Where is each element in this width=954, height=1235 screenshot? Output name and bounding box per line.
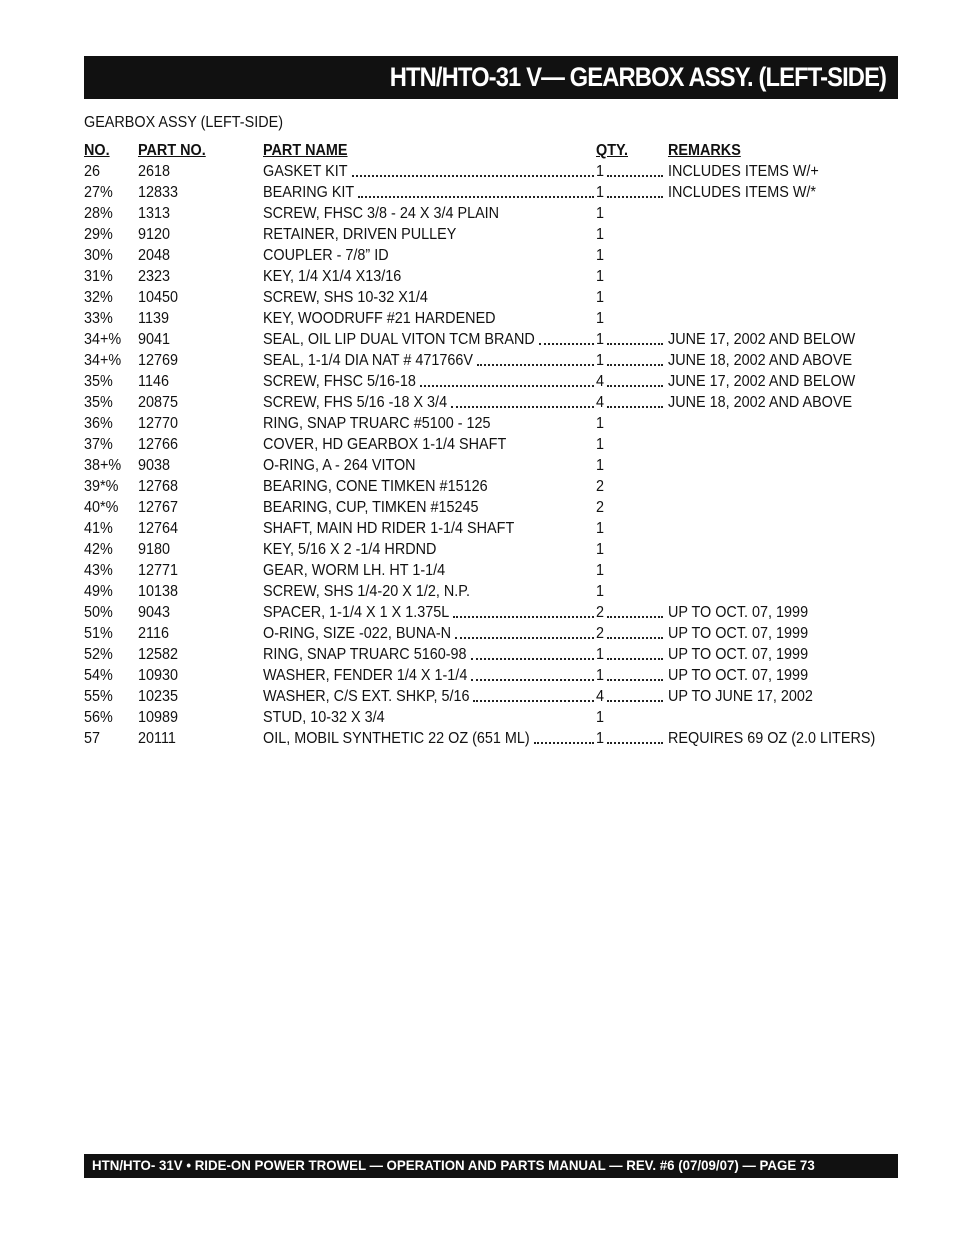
table-row (84, 161, 898, 182)
part-qty: 1 (596, 730, 605, 747)
part-qty: 1 (596, 709, 605, 726)
part-number: 2116 (138, 625, 169, 642)
part-number-index: 28% (84, 205, 113, 222)
part-number: 10930 (138, 667, 179, 684)
dot-leader (420, 371, 594, 392)
part-name: STUD, 10-32 X 3/4 (263, 709, 385, 726)
part-number-index: 42% (84, 541, 113, 558)
part-name: SCREW, FHS 5/16 -18 X 3/4 (263, 394, 448, 411)
part-qty: 1 (596, 184, 605, 201)
table-row (84, 455, 898, 476)
part-number-index: 32% (84, 289, 113, 306)
part-number-index: 34+% (84, 352, 122, 369)
part-name: SEAL, OIL LIP DUAL VITON TCM BRAND (263, 331, 535, 348)
table-row (84, 623, 898, 644)
part-remarks: UP TO OCT. 07, 1999 (668, 667, 809, 684)
table-row (84, 245, 898, 266)
part-qty: 1 (596, 268, 605, 285)
part-number: 12771 (138, 562, 179, 579)
part-name: BEARING KIT (263, 184, 355, 201)
part-number-index: 43% (84, 562, 113, 579)
part-number: 9043 (138, 604, 171, 621)
dot-leader (607, 161, 663, 182)
part-number: 10235 (138, 688, 179, 705)
part-name: KEY, 5/16 X 2 -1/4 HRDND (263, 541, 437, 558)
part-remarks: JUNE 17, 2002 AND BELOW (668, 331, 856, 348)
dot-leader (607, 350, 663, 371)
part-name: SCREW, FHSC 5/16-18 (263, 373, 416, 390)
part-qty: 1 (596, 436, 605, 453)
table-row (84, 560, 898, 581)
part-number-index: 54% (84, 667, 113, 684)
part-name: COVER, HD GEARBOX 1-1/4 SHAFT (263, 436, 507, 453)
part-number: 10989 (138, 709, 179, 726)
part-remarks: INCLUDES ITEMS W/+ (668, 163, 819, 180)
column-header-part-no: PART NO. (138, 142, 206, 159)
part-name: SHAFT, MAIN HD RIDER 1-1/4 SHAFT (263, 520, 515, 537)
part-number-index: 34+% (84, 331, 122, 348)
part-number-index: 57 (84, 730, 101, 747)
part-number: 12768 (138, 478, 179, 495)
section-subtitle: GEARBOX ASSY (LEFT-SIDE) (84, 114, 283, 131)
part-name: OIL, MOBIL SYNTHETIC 22 OZ (651 ML) (263, 730, 530, 747)
part-qty: 1 (596, 289, 605, 306)
dot-leader (607, 602, 663, 623)
part-number-index: 52% (84, 646, 113, 663)
part-number-index: 56% (84, 709, 113, 726)
part-number: 9038 (138, 457, 171, 474)
part-qty: 1 (596, 562, 605, 579)
part-name: SPACER, 1-1/4 X 1 X 1.375L (263, 604, 450, 621)
part-qty: 4 (596, 373, 605, 390)
table-row (84, 476, 898, 497)
dot-leader (607, 329, 663, 350)
part-number-index: 33% (84, 310, 113, 327)
part-qty: 1 (596, 163, 605, 180)
part-number: 1146 (138, 373, 169, 390)
part-qty: 1 (596, 541, 605, 558)
part-qty: 1 (596, 352, 605, 369)
part-number-index: 35% (84, 373, 113, 390)
part-number-index: 38+% (84, 457, 122, 474)
part-number-index: 41% (84, 520, 113, 537)
part-number: 12767 (138, 499, 179, 516)
table-row (84, 224, 898, 245)
part-remarks: UP TO OCT. 07, 1999 (668, 625, 809, 642)
table-row (84, 644, 898, 665)
parts-table (84, 140, 898, 749)
table-row (84, 707, 898, 728)
dot-leader (453, 602, 594, 623)
part-number: 2618 (138, 163, 171, 180)
dot-leader (471, 665, 594, 686)
part-number-index: 50% (84, 604, 113, 621)
table-header-row (84, 140, 898, 161)
dot-leader (607, 665, 663, 686)
dot-leader (455, 623, 594, 644)
part-number-index: 26 (84, 163, 101, 180)
dot-leader (607, 392, 663, 413)
part-number: 12766 (138, 436, 179, 453)
dot-leader (539, 329, 594, 350)
dot-leader (471, 644, 594, 665)
table-row (84, 287, 898, 308)
dot-leader (352, 161, 594, 182)
part-number-index: 37% (84, 436, 113, 453)
part-name: RETAINER, DRIVEN PULLEY (263, 226, 457, 243)
table-row (84, 182, 898, 203)
part-remarks: JUNE 18, 2002 AND ABOVE (668, 394, 853, 411)
part-name: O-RING, SIZE -022, BUNA-N (263, 625, 452, 642)
part-qty: 2 (596, 478, 605, 495)
part-qty: 2 (596, 604, 605, 621)
table-row (84, 413, 898, 434)
part-qty: 1 (596, 205, 605, 222)
part-name: SCREW, SHS 1/4-20 X 1/2, N.P. (263, 583, 471, 600)
part-remarks: JUNE 18, 2002 AND ABOVE (668, 352, 853, 369)
part-number-index: 51% (84, 625, 113, 642)
part-number: 1313 (138, 205, 171, 222)
column-header-no: NO. (84, 142, 110, 159)
part-name: BEARING, CONE TIMKEN #15126 (263, 478, 488, 495)
part-number-index: 39*% (84, 478, 119, 495)
part-number: 12770 (138, 415, 179, 432)
table-row (84, 497, 898, 518)
part-number: 2323 (138, 268, 171, 285)
table-row (84, 581, 898, 602)
dot-leader (607, 686, 663, 707)
part-name: COUPLER - 7/8” ID (263, 247, 389, 264)
page-title-bar (84, 56, 898, 99)
part-number: 2048 (138, 247, 171, 264)
dot-leader (607, 623, 663, 644)
page-footer-bar (84, 1154, 898, 1178)
column-header-part-name: PART NAME (263, 142, 348, 159)
part-qty: 1 (596, 583, 605, 600)
part-number: 12769 (138, 352, 179, 369)
dot-leader (607, 728, 663, 749)
column-header-qty: QTY. (596, 142, 629, 159)
part-name: KEY, WOODRUFF #21 HARDENED (263, 310, 496, 327)
table-row (84, 539, 898, 560)
part-name: O-RING, A - 264 VITON (263, 457, 416, 474)
dot-leader (607, 371, 663, 392)
table-row (84, 308, 898, 329)
part-number: 9180 (138, 541, 171, 558)
part-number: 9120 (138, 226, 171, 243)
part-number: 12833 (138, 184, 179, 201)
part-name: WASHER, C/S EXT. SHKP, 5/16 (263, 688, 470, 705)
part-qty: 4 (596, 394, 605, 411)
part-name: GASKET KIT (263, 163, 348, 180)
table-row (84, 203, 898, 224)
part-number: 10450 (138, 289, 179, 306)
part-remarks: UP TO OCT. 07, 1999 (668, 646, 809, 663)
table-row (84, 602, 898, 623)
part-number: 20875 (138, 394, 179, 411)
part-remarks: UP TO JUNE 17, 2002 (668, 688, 813, 705)
part-name: SCREW, FHSC 3/8 - 24 X 3/4 PLAIN (263, 205, 500, 222)
dot-leader (451, 392, 594, 413)
part-number-index: 29% (84, 226, 113, 243)
part-name: RING, SNAP TRUARC 5160-98 (263, 646, 467, 663)
part-number: 20111 (138, 730, 176, 747)
part-qty: 1 (596, 646, 605, 663)
part-name: RING, SNAP TRUARC #5100 - 125 (263, 415, 491, 432)
part-number-index: 55% (84, 688, 113, 705)
part-remarks: JUNE 17, 2002 AND BELOW (668, 373, 856, 390)
table-row (84, 329, 898, 350)
part-number-index: 30% (84, 247, 113, 264)
table-row (84, 665, 898, 686)
part-name: KEY, 1/4 X1/4 X13/16 (263, 268, 402, 285)
table-row (84, 518, 898, 539)
dot-leader (534, 728, 594, 749)
table-row (84, 266, 898, 287)
part-number-index: 40*% (84, 499, 119, 516)
dot-leader (473, 686, 594, 707)
table-row (84, 392, 898, 413)
table-row (84, 728, 898, 749)
part-qty: 1 (596, 226, 605, 243)
part-name: GEAR, WORM LH. HT 1-1/4 (263, 562, 446, 579)
table-row (84, 434, 898, 455)
part-number-index: 49% (84, 583, 113, 600)
part-number: 12764 (138, 520, 179, 537)
part-name: WASHER, FENDER 1/4 X 1-1/4 (263, 667, 468, 684)
part-qty: 2 (596, 499, 605, 516)
table-row (84, 350, 898, 371)
part-qty: 1 (596, 667, 605, 684)
part-name: SEAL, 1-1/4 DIA NAT # 471766V (263, 352, 473, 369)
part-qty: 1 (596, 457, 605, 474)
dot-leader (477, 350, 594, 371)
page-footer: HTN/HTO- 31V • RIDE-ON POWER TROWEL — OPERATION AND PARTS MANUAL — REV. #6 (07/09/07) — PAGE 73 (92, 1157, 815, 1173)
part-qty: 1 (596, 247, 605, 264)
dot-leader (607, 182, 663, 203)
part-qty: 1 (596, 331, 605, 348)
part-number: 12582 (138, 646, 179, 663)
part-number-index: 35% (84, 394, 113, 411)
part-qty: 2 (596, 625, 605, 642)
part-qty: 1 (596, 520, 605, 537)
part-number-index: 31% (84, 268, 113, 285)
dot-leader (607, 644, 663, 665)
dot-leader (358, 182, 594, 203)
part-number-index: 27% (84, 184, 113, 201)
part-number: 1139 (138, 310, 169, 327)
part-remarks: REQUIRES 69 OZ (2.0 LITERS) (668, 730, 876, 747)
part-remarks: UP TO OCT. 07, 1999 (668, 604, 809, 621)
part-qty: 1 (596, 415, 605, 432)
part-remarks: INCLUDES ITEMS W/* (668, 184, 817, 201)
part-name: SCREW, SHS 10-32 X1/4 (263, 289, 428, 306)
part-number-index: 36% (84, 415, 113, 432)
column-header-remarks: REMARKS (668, 142, 741, 159)
table-row (84, 371, 898, 392)
page-title: HTN/HTO-31 V— GEARBOX ASSY. (LEFT-SIDE) (389, 62, 886, 92)
part-name: BEARING, CUP, TIMKEN #15245 (263, 499, 479, 516)
part-number: 9041 (138, 331, 171, 348)
part-number: 10138 (138, 583, 179, 600)
part-qty: 4 (596, 688, 605, 705)
part-qty: 1 (596, 310, 605, 327)
table-row (84, 686, 898, 707)
